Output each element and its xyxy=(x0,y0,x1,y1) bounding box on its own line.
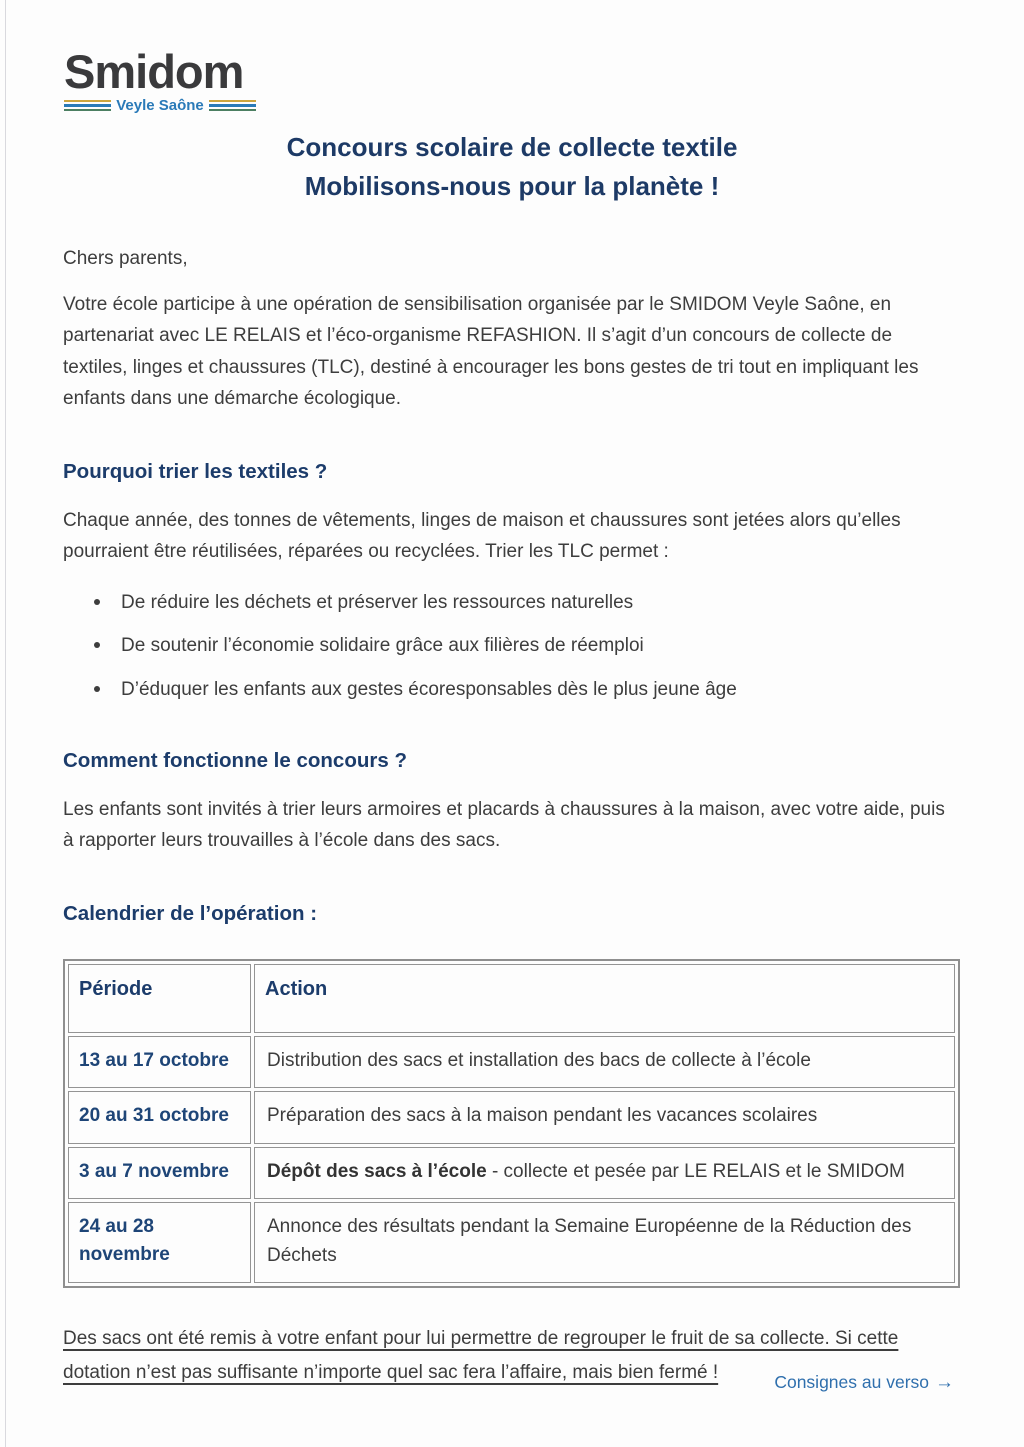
verso-instructions-label: Consignes au verso xyxy=(774,1372,929,1392)
logo-subtitle: Veyle Saône xyxy=(116,97,204,114)
intro-paragraph: Votre école participe à une opération de sensibilisation organisée par le SMIDOM Veyle Saône, en partenariat avec LE RELAIS et l’éco-organisme REFASHION. Il s’agit d’un concours de collecte de textiles, linges et chaussures (TLC), destiné à encourager les bons gestes de tri tout en impliquant les enfants dans une démarche écologique. xyxy=(63,293,919,410)
verso-instructions-link xyxy=(774,1372,954,1394)
why-paragraph: Chaque année, des tonnes de vêtements, linges de maison et chaussures sont jetées alors qu’elles pourraient être réutilisées, réparées ou recyclées. Trier les TLC permet : xyxy=(63,509,901,563)
action-text: Préparation des sacs à la maison pendant les vacances scolaires xyxy=(267,1105,818,1127)
period-cell: 13 au 17 octobre xyxy=(68,1036,251,1089)
bullet-icon xyxy=(94,686,100,692)
table-row xyxy=(68,1091,955,1144)
calendar-table xyxy=(63,959,960,1289)
table-row xyxy=(68,1036,955,1089)
bullet-item xyxy=(63,633,960,660)
action-cell xyxy=(254,1147,955,1200)
logo-wordmark: Smidom xyxy=(64,45,244,98)
period-column-header: Période xyxy=(68,964,251,1033)
bullet-item-label: D’éduquer les enfants aux gestes écoresponsables dès le plus jeune âge xyxy=(121,678,737,700)
logo-stripes-right-icon xyxy=(209,100,256,111)
action-cell xyxy=(254,1036,955,1089)
action-text: Annonce des résultats pendant la Semaine Européenne de la Réduction des Déchets xyxy=(267,1216,912,1266)
action-text: Distribution des sacs et installation des bacs de collecte à l’école xyxy=(267,1049,811,1071)
bullet-item-label: De réduire les déchets et préserver les ressources naturelles xyxy=(121,591,634,613)
bullet-item-label: De soutenir l’économie solidaire grâce aux filières de réemploi xyxy=(121,635,644,657)
document-title-line1: Concours scolaire de collecte textile xyxy=(286,132,738,162)
action-column-header: Action xyxy=(254,964,955,1033)
document-title-line2: Mobilisons-nous pour la planète ! xyxy=(304,171,720,201)
action-bold-text: Dépôt des sacs à l’école xyxy=(267,1160,487,1182)
benefits-bullet-list xyxy=(63,590,960,704)
letter-body xyxy=(63,243,960,1389)
section-heading-why: Pourquoi trier les textiles ? xyxy=(63,459,328,483)
document-title xyxy=(0,128,1024,206)
bags-note-paragraph: Des sacs ont été remis à votre enfant pour lui permettre de regrouper le fruit de sa collecte. Si cette dotation n’est pas suffisante n’importe quel sac fera l’affaire, mais bien fermé ! xyxy=(63,1328,899,1383)
section-heading-calendar: Calendrier de l’opération : xyxy=(63,901,318,925)
smidom-logo xyxy=(64,45,256,114)
table-header-row xyxy=(68,964,955,1033)
how-paragraph: Les enfants sont invités à trier leurs armoires et placards à chaussures à la maison, avec votre aide, puis à rapporter leurs trouvailles à l’école dans des sacs. xyxy=(63,798,945,852)
logo-stripes-left-icon xyxy=(64,100,111,111)
logo-subtitle-row xyxy=(64,97,256,114)
action-cell xyxy=(254,1091,955,1144)
table-row xyxy=(68,1202,955,1283)
bullet-item xyxy=(63,590,960,617)
scan-edge-artifact xyxy=(5,0,6,1447)
right-arrow-icon: → xyxy=(935,1372,954,1393)
bullet-icon xyxy=(94,599,100,605)
table-row xyxy=(68,1147,955,1200)
section-heading-how: Comment fonctionne le concours ? xyxy=(63,748,407,772)
bullet-icon xyxy=(94,642,100,648)
period-cell: 20 au 31 octobre xyxy=(68,1091,251,1144)
period-cell: 24 au 28 novembre xyxy=(68,1202,251,1283)
action-cell xyxy=(254,1202,955,1283)
action-text: - collecte et pesée par LE RELAIS et le SMIDOM xyxy=(486,1160,905,1182)
bullet-item xyxy=(63,677,960,704)
period-cell: 3 au 7 novembre xyxy=(68,1147,251,1200)
greeting-text: Chers parents, xyxy=(63,248,188,269)
